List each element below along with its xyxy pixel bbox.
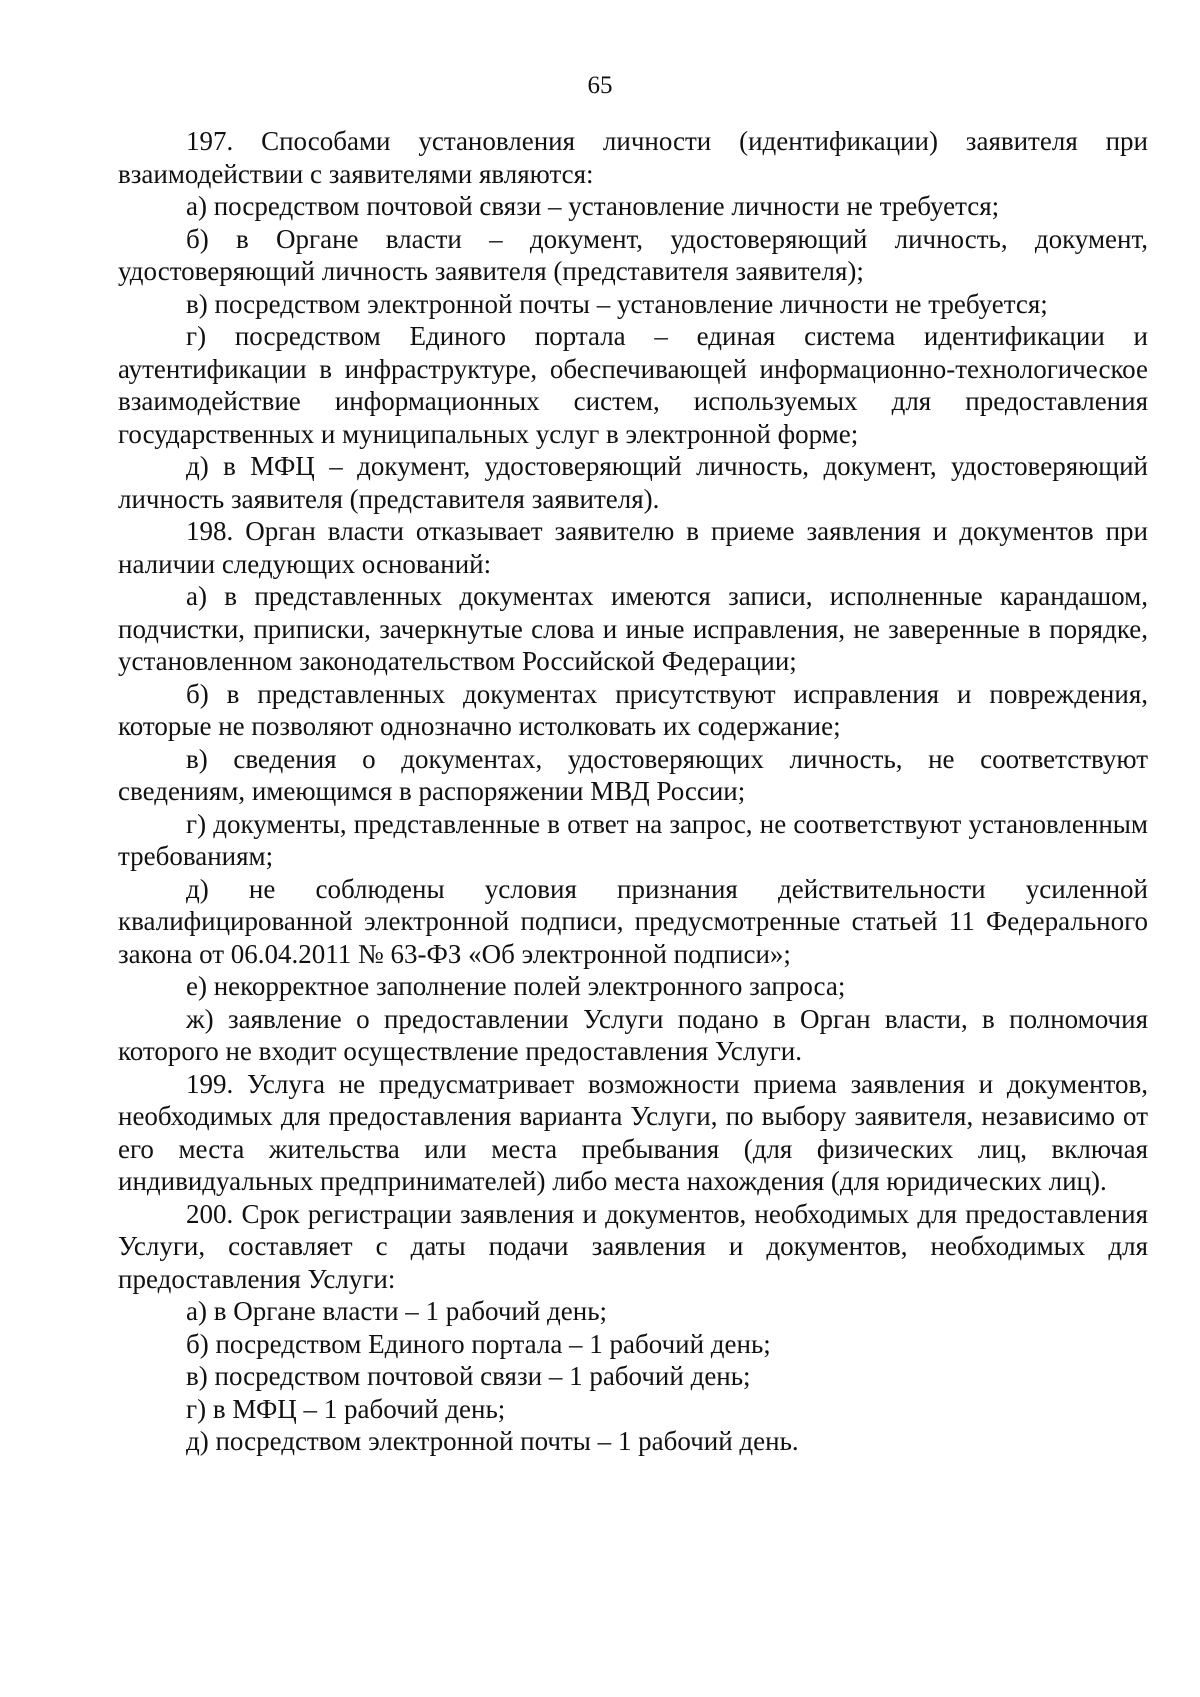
paragraph-200: 200. Срок регистрации заявления и документов, необходимых для предоставления Услуги, составляет с даты подачи заявления и документов, необходимых для предоставления Услуги: bbox=[118, 1198, 1148, 1294]
list-item-197-v: в) посредством электронной почты – установление личности не требуется; bbox=[186, 288, 1048, 319]
list-item-200-d: д) посредством электронной почты – 1 рабочий день. bbox=[186, 1426, 799, 1456]
list-item-198-d: д) не соблюдены условия признания действительности усиленной квалифицированной электронной подписи, предусмотренные статьей 11 Федерального закона от 06.04.2011 № 63-ФЗ «Об электронной подписи»; bbox=[118, 873, 1148, 969]
list-item-198-e: е) некорректное заполнение полей электронного запроса; bbox=[186, 971, 846, 1001]
list-item-197-d: д) в МФЦ – документ, удостоверяющий личность, документ, удостоверяющий личность заявителя (представителя заявителя). bbox=[118, 451, 1148, 514]
list-item-197-a: а) посредством почтовой связи – установление личности не требуется; bbox=[186, 191, 1000, 221]
list-item-198-v: в) сведения о документах, удостоверяющих личность, не соответствуют сведениям, имеющимся в распоряжении МВД России; bbox=[118, 743, 1148, 806]
list-item-200-v: в) посредством почтовой связи – 1 рабочий день; bbox=[186, 1361, 751, 1391]
list-item-200-a: а) в Органе власти – 1 рабочий день; bbox=[186, 1296, 608, 1326]
list-item-197-g: г) посредством Единого портала – единая система идентификации и аутентификации в инфраструктуре, обеспечивающей информационно-технологическое взаимодействие информационных систем, используемых для предоставления государственных и муниципальных услуг в электронной форме; bbox=[118, 321, 1148, 449]
list-item-198-b: б) в представленных документах присутствуют исправления и повреждения, которые не позволяют однозначно истолковать их содержание; bbox=[118, 678, 1148, 741]
list-item-200-b: б) посредством Единого портала – 1 рабочий день; bbox=[186, 1328, 771, 1359]
list-item-197-b: б) в Органе власти – документ, удостоверяющий личность, документ, удостоверяющий личность заявителя (представителя заявителя); bbox=[118, 223, 1148, 286]
page-number: 65 bbox=[587, 72, 613, 99]
list-item-200-g: г) в МФЦ – 1 рабочий день; bbox=[186, 1393, 506, 1424]
paragraph-198: 198. Орган власти отказывает заявителю в приеме заявления и документов при наличии следующих оснований: bbox=[118, 516, 1148, 579]
document-body bbox=[118, 125, 1148, 1458]
paragraph-199: 199. Услуга не предусматривает возможности приема заявления и документов, необходимых для предоставления варианта Услуги, по выбору заявителя, независимо от его места жительства или места пребывания (для физических лиц, включая индивидуальных предпринимателей) либо места нахождения (для юридических лиц). bbox=[118, 1068, 1148, 1196]
list-item-198-zh: ж) заявление о предоставлении Услуги подано в Орган власти, в полномочия которого не входит осуществление предоставления Услуги. bbox=[118, 1003, 1148, 1066]
list-item-198-a: а) в представленных документах имеются записи, исполненные карандашом, подчистки, приписки, зачеркнутые слова и иные исправления, не заверенные в порядке, установленном законодательством Российской Федерации; bbox=[118, 581, 1148, 676]
list-item-198-g: г) документы, представленные в ответ на запрос, не соответствуют установленным требованиям; bbox=[118, 808, 1148, 871]
paragraph-197: 197. Способами установления личности (идентификации) заявителя при взаимодействии с заявителями являются: bbox=[118, 126, 1148, 189]
